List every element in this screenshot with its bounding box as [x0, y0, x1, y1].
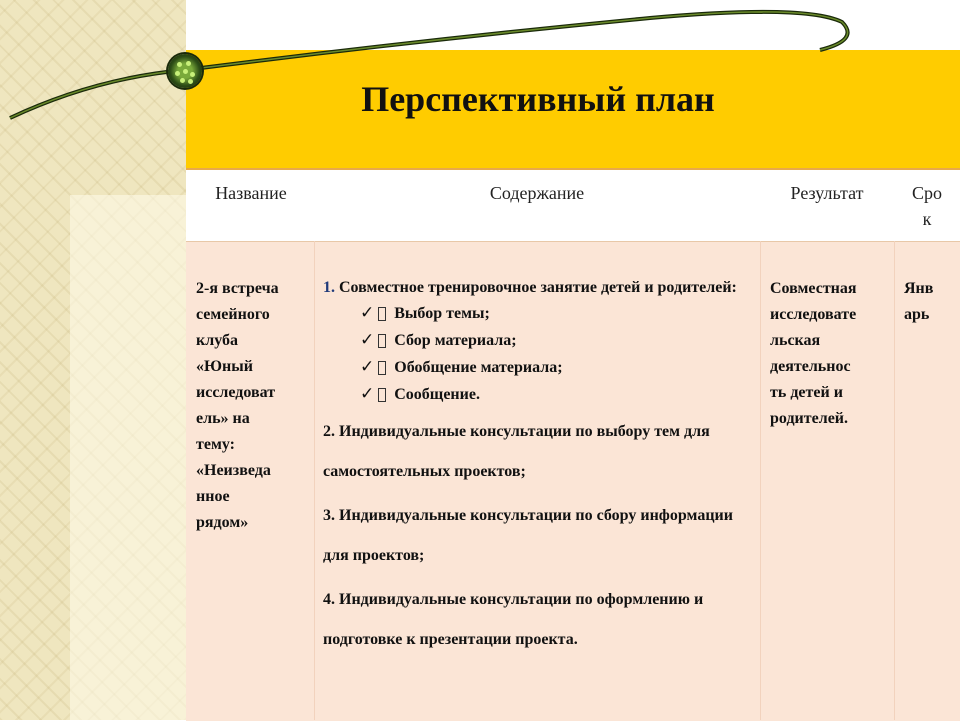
result-line: ть детей и — [770, 384, 843, 401]
content-item-4: 4. Индивидуальные консультации по оформлению и подготовке к презентации проекта. — [323, 591, 704, 648]
decorative-node-icon — [168, 54, 202, 88]
header-term — [894, 180, 960, 232]
column-divider — [894, 241, 895, 720]
column-divider — [314, 241, 315, 720]
checklist — [323, 300, 753, 408]
cell-result — [770, 276, 888, 432]
result-line: льская — [770, 332, 821, 349]
header-result: Результат — [790, 183, 864, 203]
name-line: «Юный — [196, 358, 253, 375]
checklist-text: Сбор материала; — [394, 332, 517, 349]
header-term-line1: Сро — [911, 183, 942, 203]
checklist-item — [360, 300, 753, 327]
name-line: ель» на — [196, 410, 250, 427]
item-number: 1. — [323, 279, 335, 296]
decorative-light-panel — [70, 195, 186, 720]
result-line: родителей. — [770, 410, 849, 427]
header-term-line2: к — [922, 209, 932, 229]
checklist-text: Обобщение материала; — [394, 359, 563, 376]
checklist-text: Выбор темы; — [394, 305, 490, 322]
name-line: клуба — [196, 332, 238, 349]
checkmark-icon: ✓ — [360, 330, 375, 350]
missing-glyph-box-icon — [378, 334, 386, 348]
name-line: исследоват — [196, 384, 276, 401]
result-line: исследовате — [770, 306, 857, 323]
content-item-2: 2. Индивидуальные консультации по выбору тем для самостоятельных проектов; — [323, 423, 710, 480]
result-line: деятельнос — [770, 358, 851, 375]
column-divider — [760, 241, 761, 720]
name-line: нное — [196, 488, 230, 505]
checklist-item — [360, 354, 753, 381]
checklist-text: Сообщение. — [394, 386, 480, 403]
checkmark-icon: ✓ — [360, 357, 375, 377]
name-line: «Неизведа — [196, 462, 271, 479]
checklist-item — [360, 327, 753, 354]
cell-name — [196, 276, 294, 536]
table-header-row — [186, 168, 960, 242]
content-item-1 — [323, 276, 753, 300]
title-band — [186, 50, 960, 168]
checkmark-icon: ✓ — [360, 303, 375, 323]
page-title: Перспективный план — [361, 79, 715, 119]
name-line: 2-я встреча — [196, 280, 279, 297]
name-line: рядом» — [196, 514, 249, 531]
name-line: семейного — [196, 306, 270, 323]
name-line: тему: — [196, 436, 235, 453]
cell-term — [904, 276, 954, 328]
header-name: Название — [215, 183, 287, 203]
header-content: Содержание — [489, 183, 585, 203]
term-line: Янв — [904, 280, 934, 297]
result-line: Совместная — [770, 280, 857, 297]
missing-glyph-box-icon — [378, 307, 386, 321]
content-item-3: 3. Индивидуальные консультации по сбору информации для проектов; — [323, 507, 733, 564]
cell-content — [323, 276, 753, 660]
term-line: арь — [904, 306, 930, 323]
missing-glyph-box-icon — [378, 361, 386, 375]
missing-glyph-box-icon — [378, 388, 386, 402]
checklist-item — [360, 381, 753, 408]
checkmark-icon: ✓ — [360, 384, 375, 404]
item-text: Совместное тренировочное занятие детей и родителей: — [339, 279, 737, 296]
